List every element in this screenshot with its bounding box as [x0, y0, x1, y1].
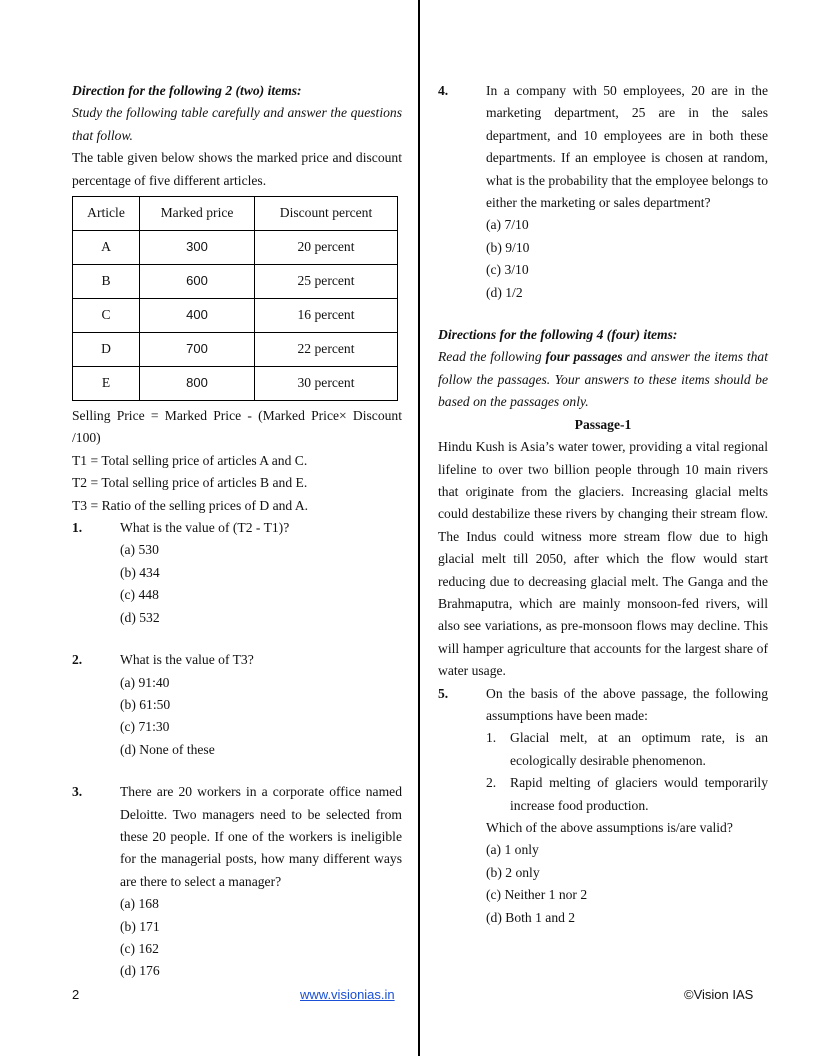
header-marked-price: Marked price — [140, 197, 255, 231]
question-number: 4. — [438, 83, 449, 98]
cell-discount: 30 percent — [255, 367, 398, 401]
cell-article: A — [73, 231, 140, 265]
option-b: (b) 61:50 — [120, 696, 171, 712]
direction-body: Study the following table carefully and answer the questions that follow. — [72, 105, 402, 143]
definition-t3: T3 = Ratio of the selling prices of D and A. — [72, 497, 309, 513]
question-text: In a company with 50 employees, 20 are in the marketing department, 25 are in the sales department, and 10 employees are in both these departments. If an employee is chosen at random, what is the probability that the employee belongs to either the marketing or sales department? — [486, 83, 768, 211]
question-number: 3. — [72, 784, 83, 800]
cell-marked-price: 300 — [140, 231, 255, 265]
column-divider — [418, 0, 420, 1056]
cell-discount: 20 percent — [255, 231, 398, 265]
option-c: (c) 448 — [120, 587, 159, 603]
question-text: On the basis of the above passage, the following assumptions have been made: — [486, 685, 768, 723]
cell-article: E — [73, 367, 140, 401]
option-b: (b) 2 only — [486, 864, 540, 880]
assumption-number: 2. — [486, 775, 497, 791]
question-number: 1. — [72, 520, 83, 536]
table-row — [73, 367, 398, 401]
articles-table — [72, 196, 398, 401]
cell-article: D — [73, 333, 140, 367]
options-list — [120, 893, 402, 983]
question-5 — [438, 683, 768, 929]
table-row — [73, 299, 398, 333]
cell-discount: 25 percent — [255, 265, 398, 299]
question-2 — [72, 649, 402, 761]
option-d: (d) 532 — [120, 609, 160, 625]
table-intro: The table given below shows the marked price and discount percentage of five different articles. — [72, 150, 402, 188]
option-a: (a) 530 — [120, 542, 159, 558]
question-text: What is the value of T3? — [120, 652, 254, 668]
definition-t1: T1 = Total selling price of articles A and C. — [72, 452, 308, 468]
left-column — [72, 80, 402, 983]
question-text: There are 20 workers in a corporate office named Deloitte. Two managers need to be selected from these 20 people. If one of the workers is ineligible for the managerial posts, how many different ways are there to select a manager? — [120, 784, 402, 889]
cell-discount: 22 percent — [255, 333, 398, 367]
option-c: (c) 3/10 — [486, 262, 529, 278]
option-b: (b) 9/10 — [486, 239, 530, 255]
assumption-1 — [486, 727, 768, 772]
option-a: (a) 168 — [120, 896, 159, 912]
table-row — [73, 265, 398, 299]
page-number: 2 — [72, 987, 80, 1002]
option-c: (c) 162 — [120, 940, 159, 956]
header-discount-percent: Discount percent — [255, 197, 398, 231]
options-list — [486, 214, 768, 304]
directions-heading: Directions for the following 4 (four) items: — [438, 327, 678, 343]
question-text: What is the value of (T2 - T1)? — [120, 520, 290, 536]
option-b: (b) 434 — [120, 564, 160, 580]
question-3 — [72, 781, 402, 983]
option-a: (a) 91:40 — [120, 674, 170, 690]
assumption-text: Rapid melting of glaciers would temporarily increase food production. — [510, 775, 768, 813]
options-list — [120, 539, 402, 629]
options-list — [120, 672, 402, 762]
cell-discount: 16 percent — [255, 299, 398, 333]
question-1 — [72, 517, 402, 629]
question-ask: Which of the above assumptions is/are valid? — [486, 820, 733, 835]
table-row — [73, 231, 398, 265]
cell-marked-price: 600 — [140, 265, 255, 299]
question-4 — [438, 80, 768, 304]
selling-price-formula: Selling Price = Marked Price - (Marked Price× Discount /100) — [72, 408, 402, 446]
option-d: (d) 176 — [120, 963, 160, 979]
option-c: (c) Neither 1 nor 2 — [486, 887, 588, 903]
directions-emphasis: four passages — [545, 349, 623, 365]
directions-body: Read the following four passages and answer the items that follow the passages. Your answers to these items should be based on the passages only. — [438, 349, 768, 410]
copyright-notice: ©Vision IAS — [684, 987, 754, 1002]
definition-t2: T2 = Total selling price of articles B and E. — [72, 475, 308, 491]
header-article: Article — [73, 197, 140, 231]
assumption-text: Glacial melt, at an optimum rate, is an ecologically desirable phenomenon. — [510, 730, 768, 768]
right-column — [438, 80, 768, 929]
option-b: (b) 171 — [120, 918, 160, 934]
passage-text: Hindu Kush is Asia’s water tower, providing a vital regional lifeline to over two billion people through 10 main rivers that originate from the glaciers. Increasing glacial melts could destabilize these rivers by changing their stream flow. The Indus could witness more stream flow due to high glacial melt till 2050, after which the flow would start reducing due to decreasing glacial melt. The Ganga and the Brahmaputra, which are mainly monsoon-fed rivers, will also see variations, as pre-monsoon flows may decline. This will hamper agriculture that accounts for the largest share of water usage. — [438, 439, 768, 679]
option-a: (a) 7/10 — [486, 217, 529, 233]
option-a: (a) 1 only — [486, 842, 539, 858]
option-d: (d) 1/2 — [486, 284, 523, 300]
direction-heading: Direction for the following 2 (two) items: — [72, 83, 302, 98]
option-c: (c) 71:30 — [120, 719, 170, 735]
question-number: 2. — [72, 652, 83, 668]
table-row — [73, 333, 398, 367]
cell-marked-price: 400 — [140, 299, 255, 333]
cell-article: C — [73, 299, 140, 333]
table-header-row — [73, 197, 398, 231]
cell-marked-price: 700 — [140, 333, 255, 367]
passage-title: Passage-1 — [574, 416, 632, 432]
question-number: 5. — [438, 685, 449, 701]
assumption-number: 1. — [486, 730, 497, 746]
cell-marked-price: 800 — [140, 367, 255, 401]
option-d: (d) Both 1 and 2 — [486, 909, 576, 925]
website-link[interactable]: www.visionias.in — [300, 987, 395, 1002]
option-d: (d) None of these — [120, 741, 215, 757]
cell-article: B — [73, 265, 140, 299]
assumption-2 — [486, 772, 768, 817]
